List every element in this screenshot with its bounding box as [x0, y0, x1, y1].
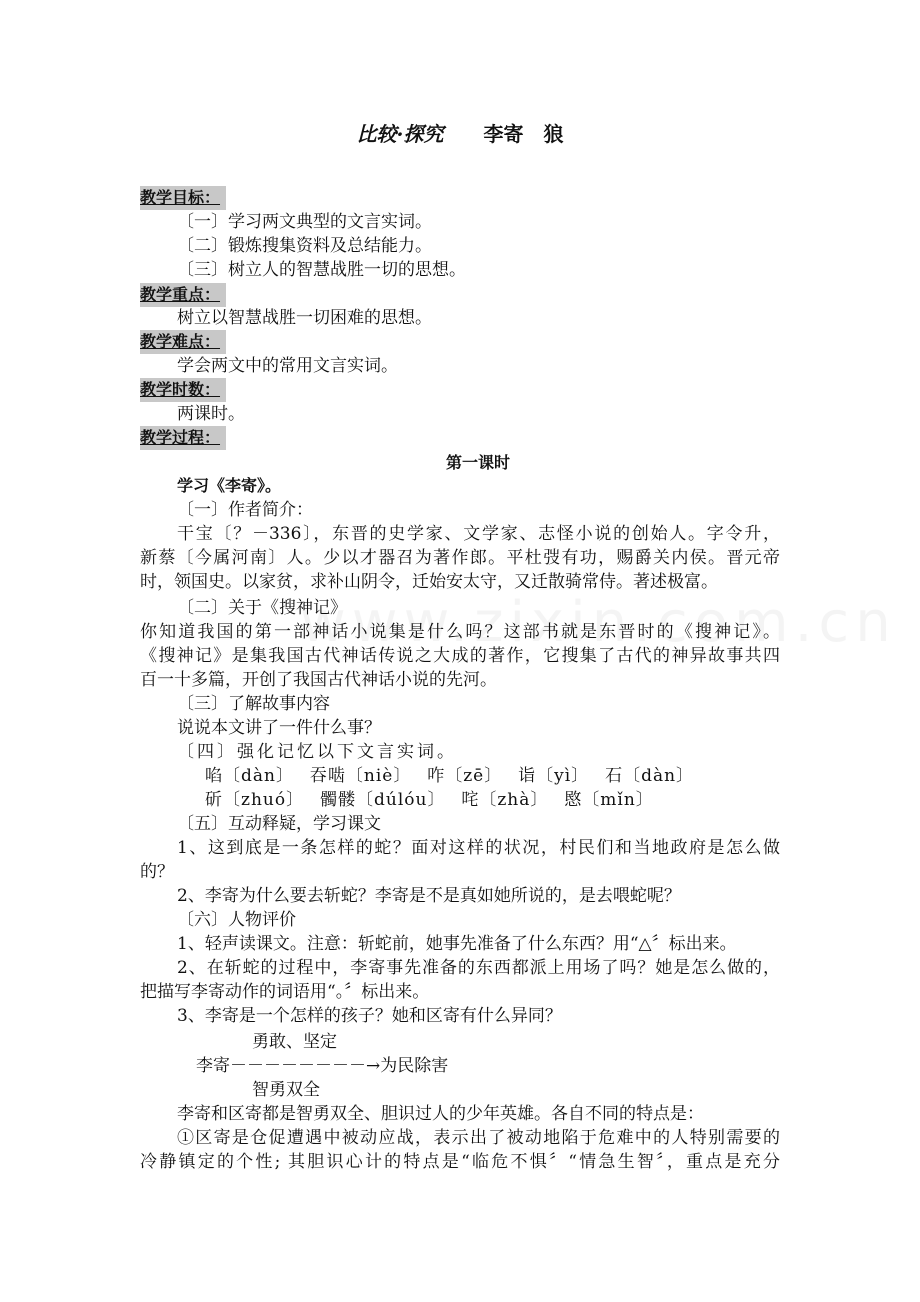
question-line: 1、这到底是一条怎样的蛇？面对这样的状况，村民们和当地政府是怎么做	[177, 838, 780, 858]
book-paragraph-line: 你知道我国的第一部神话小说集是什么吗？这部书就是东晋时的《搜神记》。	[140, 622, 780, 642]
process-heading: 教学过程：	[140, 426, 226, 450]
words-line: 斫〔zhuó〕 髑髅〔dúlóu〕 咤〔zhà〕 愍〔mǐn〕	[205, 790, 654, 810]
book-paragraph-line: 《搜神记》是集我国古代神话传说之大成的著作，它搜集了古代的神异故事共四	[140, 646, 780, 666]
evaluation-heading: 〔六〕人物评价	[177, 910, 296, 930]
lesson-subtitle: 学习《李寄》。	[177, 476, 282, 495]
diagram-arrow-line: 李寄－－－－－－－－→为民除害	[196, 1056, 449, 1076]
author-paragraph-line: 干宝〔？－336〕，东晋的史学家、文学家、志怪小说的创始人。字令升，	[177, 524, 780, 544]
title-part1: 比较·探究	[356, 122, 444, 146]
book-heading: 〔二〕关于《搜神记》	[177, 598, 347, 618]
author-paragraph-line: 时，领国史。以家贫，求补山阴令，迁始安太守，又迁散骑常侍。著述极富。	[140, 572, 718, 592]
key-heading-row	[140, 283, 780, 307]
diagram-top-label: 勇敢、坚定	[252, 1032, 337, 1052]
evaluation-line: 2、在斩蛇的过程中，李寄事先准备的东西都派上用场了吗？她是怎么做的，	[177, 958, 780, 978]
goal-item: 〔三〕树立人的智慧战胜一切的思想。	[177, 260, 466, 280]
evaluation-line: 把描写李寄动作的词语用“。〞标出来。	[140, 982, 430, 1002]
difficulty-text: 学会两文中的常用文言实词。	[177, 356, 398, 376]
author-heading: 〔一〕作者简介：	[177, 500, 313, 520]
evaluation-line: 1、轻声读课文。注意：斩蛇前，她事先准备了什么东西？用“△〞标出来。	[177, 934, 737, 954]
goals-heading: 教学目标：	[140, 186, 226, 210]
key-text: 树立以智慧战胜一切困难的思想。	[177, 308, 432, 328]
document-title	[140, 122, 780, 146]
story-question: 说说本文讲了一件什么事？	[177, 718, 381, 738]
goals-heading-row	[140, 186, 780, 210]
hours-heading: 教学时数：	[140, 378, 226, 402]
words-heading: 〔四〕强化记忆以下文言实词。	[177, 742, 457, 762]
book-paragraph-line: 百一十多篇，开创了我国古代神话小说的先河。	[140, 670, 497, 690]
goal-item: 〔二〕锻炼搜集资料及总结能力。	[177, 236, 432, 256]
point-line: ①区寄是仓促遭遇中被动应战，表示出了被动地陷于危难中的人特别需要的	[177, 1128, 780, 1148]
diagram-bottom-label: 智勇双全	[252, 1080, 320, 1100]
goal-item: 〔一〕学习两文典型的文言实词。	[177, 212, 432, 232]
discuss-heading: 〔五〕互动释疑，学习课文	[177, 814, 381, 834]
process-heading-row	[140, 426, 780, 450]
question-line: 的？	[140, 862, 174, 882]
difficulty-heading: 教学难点：	[140, 330, 226, 354]
story-heading: 〔三〕了解故事内容	[177, 694, 330, 714]
lesson-title: 第一课时	[445, 453, 510, 472]
evaluation-line: 3、李寄是一个怎样的孩子？她和区寄有什么异同？	[177, 1006, 562, 1026]
author-paragraph-line: 新蔡〔今属河南〕人。少以才器召为著作郎。平杜弢有功，赐爵关内侯。晋元帝	[140, 548, 780, 568]
question-line: 2、李寄为什么要去斩蛇？李寄是不是真如她所说的，是去喂蛇呢？	[177, 886, 681, 906]
hours-text: 两课时。	[177, 404, 245, 424]
words-line: 啗〔dàn〕 吞啮〔niè〕 咋〔zē〕 诣〔yì〕 石〔dàn〕	[205, 766, 695, 786]
point-line: 冷静镇定的个性; 其胆识心计的特点是“临危不惧〞“情急生智〞，重点是充分	[140, 1152, 780, 1172]
title-part2: 李寄 狼	[483, 122, 564, 146]
key-heading: 教学重点：	[140, 283, 226, 307]
difficulty-heading-row	[140, 330, 780, 354]
hours-heading-row	[140, 378, 780, 402]
summary-line: 李寄和区寄都是智勇双全、胆识过人的少年英雄。各自不同的特点是：	[177, 1104, 704, 1124]
